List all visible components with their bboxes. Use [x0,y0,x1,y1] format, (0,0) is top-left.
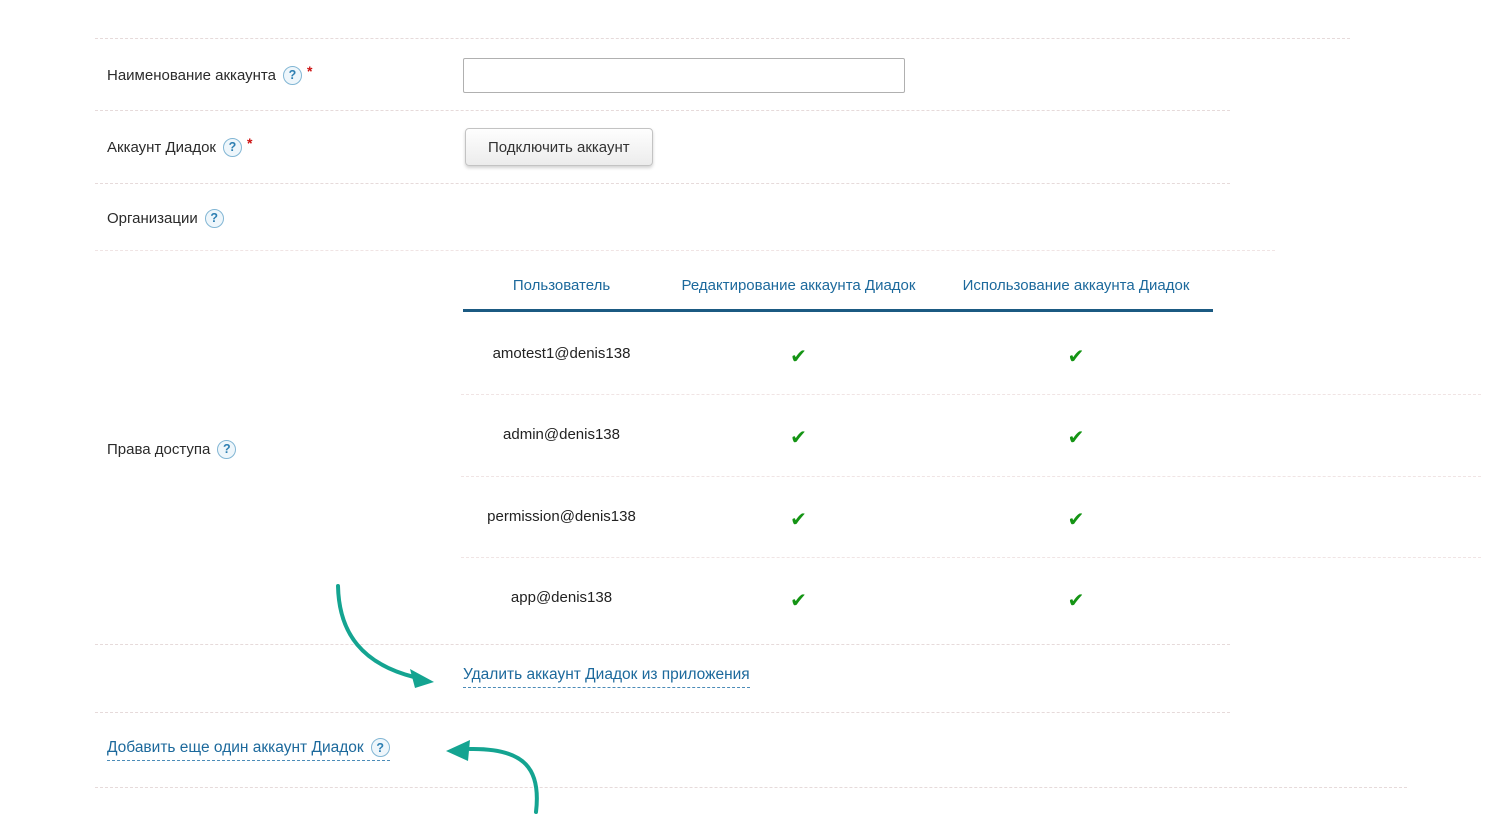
section-divider [95,644,1230,645]
section-divider [95,38,1350,39]
help-icon[interactable]: ? [217,440,236,459]
row-divider [461,476,1481,477]
section-divider [95,787,1407,788]
connect-account-button[interactable]: Подключить аккаунт [465,128,653,166]
row-divider [461,394,1481,395]
account-name-label: Наименование аккаунта [107,66,276,84]
help-icon[interactable]: ? [371,738,390,757]
table-row-user: admin@denis138 [503,426,620,443]
organizations-label-row [107,206,224,230]
column-header-use: Использование аккаунта Диадок [962,276,1190,294]
arrow-to-add-link-icon [446,740,537,812]
edit-permission-check-icon: ✔ [790,509,807,531]
edit-permission-check-icon: ✔ [790,346,807,368]
column-header-edit: Редактирование аккаунта Диадок [681,276,916,294]
add-diadoc-account-link[interactable]: Добавить еще один аккаунт Диадок ? [107,738,390,761]
edit-permission-check-icon: ✔ [790,427,807,449]
use-permission-check-icon: ✔ [1067,590,1085,612]
required-asterisk: * [247,135,253,151]
account-name-label-row [107,63,312,87]
row-divider [461,557,1481,558]
table-row-user: app@denis138 [510,589,613,606]
organizations-label: Организации [107,209,198,227]
help-icon[interactable]: ? [283,66,302,85]
diadoc-account-label: Аккаунт Диадок [107,138,216,156]
table-row-user: permission@denis138 [487,508,636,525]
section-divider [95,250,1275,251]
access-rights-label-row [107,437,236,461]
help-icon[interactable]: ? [223,138,242,157]
use-permission-check-icon: ✔ [1067,427,1085,449]
table-header-underline [463,309,1213,312]
column-header-user: Пользователь [512,276,611,294]
section-divider [95,712,1230,713]
account-name-input[interactable] [463,58,905,93]
edit-permission-check-icon: ✔ [790,590,807,612]
help-icon[interactable]: ? [205,209,224,228]
remove-diadoc-account-link[interactable]: Удалить аккаунт Диадок из приложения [463,666,750,688]
required-asterisk: * [306,63,313,79]
use-permission-check-icon: ✔ [1067,509,1085,531]
section-divider [95,110,1230,111]
table-row-user: amotest1@denis138 [492,345,631,362]
diadoc-account-label-row [107,135,252,159]
access-rights-label: Права доступа [107,440,211,458]
use-permission-check-icon: ✔ [1067,346,1085,368]
section-divider [95,183,1230,184]
arrow-to-remove-link-icon [338,586,434,688]
